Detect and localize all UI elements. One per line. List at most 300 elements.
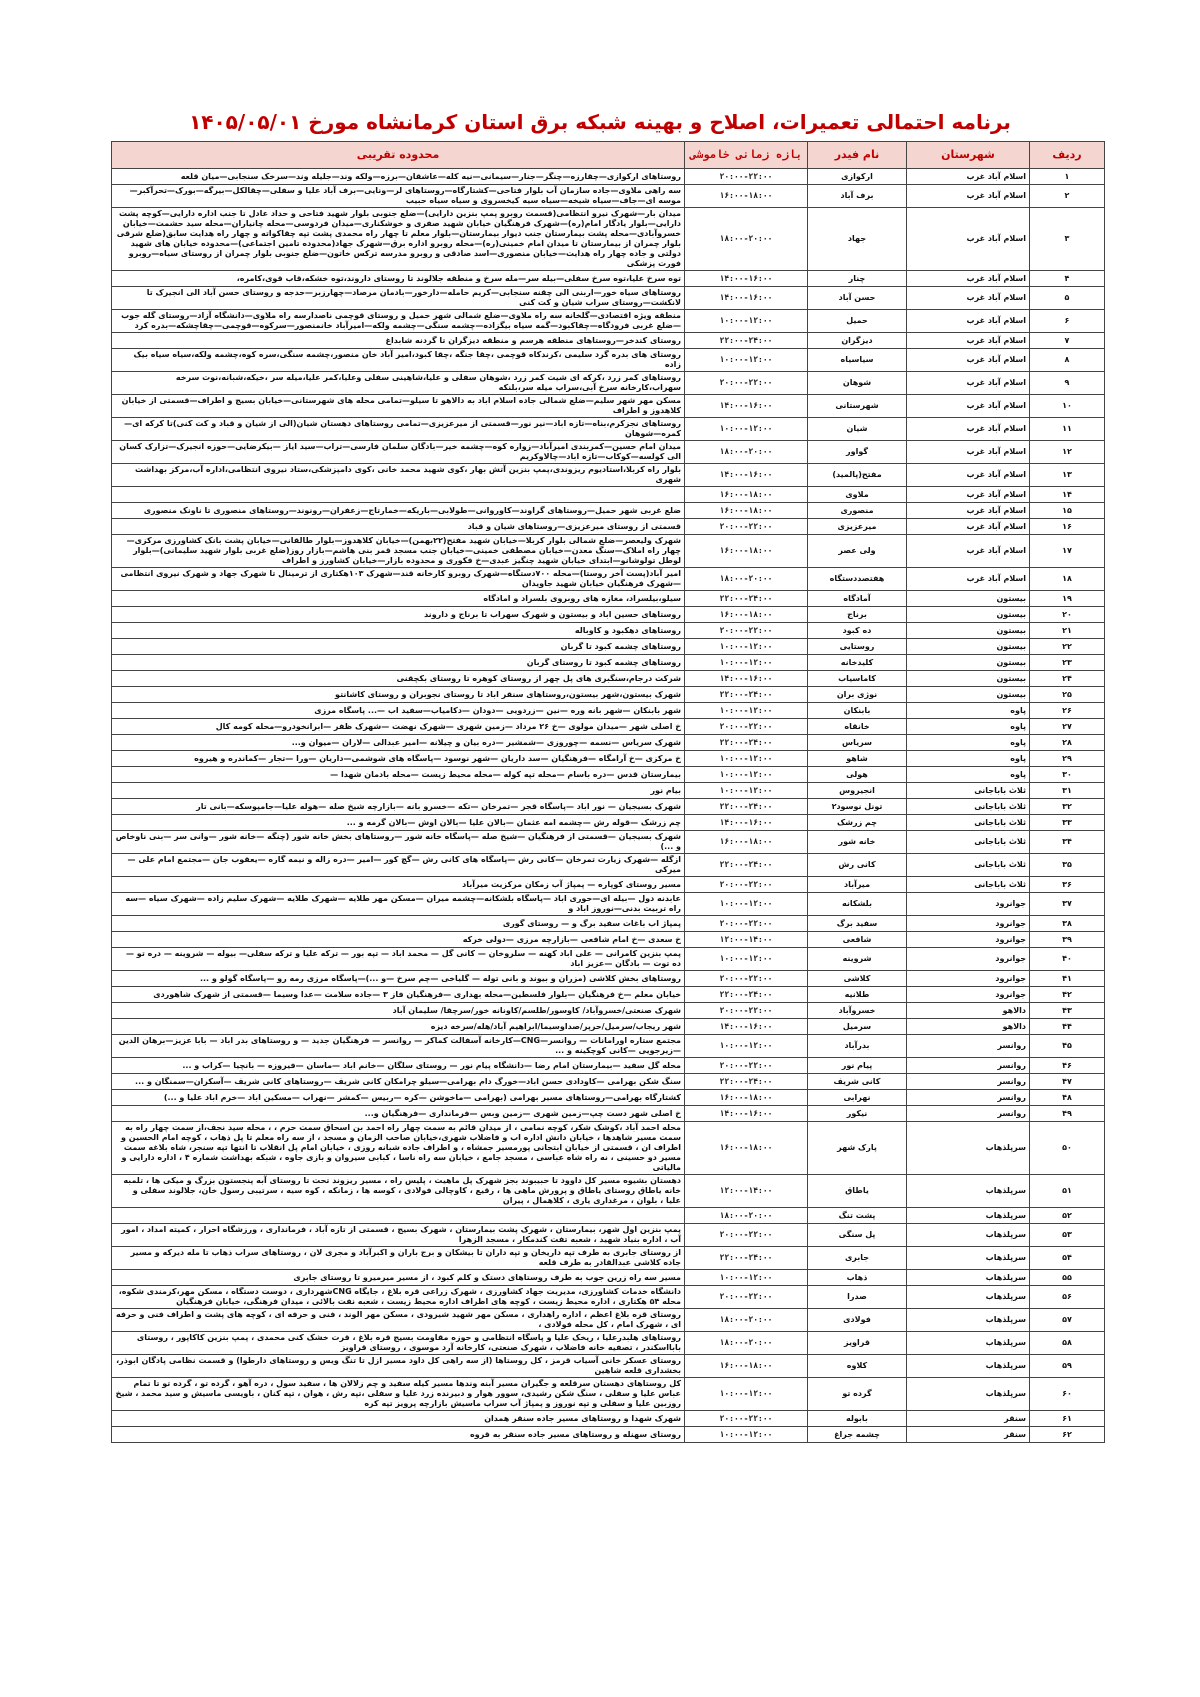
row-number: ۵۴ [1030, 1247, 1105, 1270]
row-area: کشتارگاه بهرامی—روستاهای مسیر بهرامی (بهرامی —ماخوشن —کره —ربیس —کمشر —نهراب —مسکین اباد —خرم اباد علیا و ...) [112, 1090, 685, 1106]
table-row [112, 687, 1105, 703]
table-row [112, 1058, 1105, 1074]
row-time-window: ۲۲:۰۰-۲۴:۰۰ [685, 591, 808, 607]
table-row [112, 719, 1105, 735]
row-area: قسمتی از روستای میرعزیزی—روستاهای شیان و قباد [112, 519, 685, 535]
table-row [112, 735, 1105, 751]
row-time-window: ۱۶:۰۰-۱۸:۰۰ [685, 185, 808, 208]
row-time-window: ۱۰:۰۰-۱۲:۰۰ [685, 703, 808, 719]
row-area: دانشگاه خدمات کشاورزی، مدیریت جهاد کشاورزی ، شهرک زراعی قره بلاغ ، جایگاه CNGشهرداری ، دوست دستگاه ، مسکن مهر،کرمندی شکوه، محله ۵۴ هکتاری ، اداره محیط زیست ، کوچه های اطراف اداره محیط زیست ، شعبه نفت بالائی ، میدان فرهنگی، خیابان فرهنگیان [112, 1286, 685, 1309]
row-area: شرکت درجام،سنگبری های پل چهر از روستای کوهره تا روستای بکچقنی [112, 671, 685, 687]
table-row [112, 1247, 1105, 1270]
row-area: روستای قره بلاغ اعظم ، اداره راهداری ، مسکن مهر شهید شیرودی ، مسکن مهر الوند ، فنی و حرفه ای ، کوچه های پشت و اطراف فنی و حرفه ای ، شهرک امام ، کل محله فولادی ، [112, 1309, 685, 1332]
row-number: ۲۰ [1030, 607, 1105, 623]
row-city: اسلام آباد غرب [907, 185, 1030, 208]
row-city: بیستون [907, 655, 1030, 671]
row-city: جوانرود [907, 987, 1030, 1003]
row-feeder: کانی رش [808, 854, 907, 877]
row-time-window: ۱۴:۰۰-۱۶:۰۰ [685, 671, 808, 687]
row-feeder: برف آباد [808, 185, 907, 208]
table-row [112, 333, 1105, 349]
row-city: سرپلذهاب [907, 1122, 1030, 1175]
row-area: روستای عسکر خانی آسیاب قرمز ، کل روستاها (از سه راهی کل داود مسیر ازل تا تنگ ویس و روستاهای دارطوا) و قسمت نظامی پادگان ابوذر، بخشداری قلعه شاهین [112, 1355, 685, 1378]
row-time-window: ۱۰:۰۰-۱۲:۰۰ [685, 893, 808, 916]
row-time-window: ۱۶:۰۰-۱۸:۰۰ [685, 487, 808, 503]
row-feeder: کلیدخانه [808, 655, 907, 671]
row-feeder: ملاوی [808, 487, 907, 503]
row-area: روستای کندخر—روستاهای منطقه هرسم و منطقه دیزگران تا گردنه شابداغ [112, 333, 685, 349]
row-number: ۱۲ [1030, 441, 1105, 464]
table-row [112, 349, 1105, 372]
row-number: ۶۲ [1030, 1427, 1105, 1443]
row-city: سرپلذهاب [907, 1224, 1030, 1247]
table-row [112, 568, 1105, 591]
row-city: ثلاث باباجانی [907, 831, 1030, 854]
row-feeder: کانی شریف [808, 1074, 907, 1090]
row-area: روستاهای هلبدرعلیا ، ریخک علیا و پاسگاه انتظامی و حوزه مقاومت بسیج قره بلاغ ، قرت خشک کنی محمدی ، پمپ بنزین کاکاپور ، روستای بابااسکندر ، تصفیه خانه فاضلاب ، شهرک صنعتی، کارخانه آرد موسوی ، روستای قراویز [112, 1332, 685, 1355]
row-area: منطقه ویژه اقتصادی—گلخانه سه راه ملاوی—ضلع شمالی شهر حمیل و روستای قوچمی ناصدارسه راه ملاوی—دانشگاه آزاد—روستای گله جوب—ضلع غربی فرودگاه—چقاکبود—گمه سیاه بیگزاده—چشمه سنگی—چشمه ولکه—امیرآباد خانمنصور—سرکوه—قوچمی—چقاچشکه—بدره کرد [112, 310, 685, 333]
row-number: ۴۳ [1030, 1003, 1105, 1019]
row-area: شهر ریجاب/سرمیل/حرپر/صداوسیما/ابراهیم آباد/هله/سرخه دیزه [112, 1019, 685, 1035]
row-area: روستاهای چشمه کبود تا روستای گربان [112, 655, 685, 671]
row-city: سرپلذهاب [907, 1247, 1030, 1270]
row-time-window: ۲۰:۰۰-۲۲:۰۰ [685, 916, 808, 932]
row-city: اسلام آباد غرب [907, 333, 1030, 349]
row-city: پاوه [907, 703, 1030, 719]
row-time-window: ۲۲:۰۰-۲۴:۰۰ [685, 735, 808, 751]
table-row [112, 1074, 1105, 1090]
row-feeder: آمادگاه [808, 591, 907, 607]
table-row [112, 464, 1105, 487]
row-feeder: شاهو [808, 751, 907, 767]
row-feeder: میرآباد [808, 877, 907, 893]
row-feeder: شروینه [808, 948, 907, 971]
table-row [112, 671, 1105, 687]
row-area: محله احمد آباد ،کوشک شکر، کوچه نمامی ، از میدان قائم به سمت چهار راه احمد بن اسحاق سمت حرم ، ، محله سید نجف،از سمت چهار راه به سمت مسیر شاهدها ، خیابان دانش اداره اب و فاضلاب شهری،خیابان صاحب الزمان و مسجد ، از سه راه معلم تا پل ذهاب ، کوچه امام الحسین و اطراف ان ، قسمتی از خیابان ابتجانی پورمسیر جمشاه ، و اطراف جاده شبانه روزی ، خیابان امام پل انقلاب تا انتها تپه سنجر، شاه بلاغه سمت مسیر دو حسینی ، نه راه شاه عباسی ، مسجد جامع ، خیابان سه راه ناسا ، کبابی سیروان و بازی جاوه ، شبکه بهداشت شماره ۴ ، اداره دارایی و مالیاتی [112, 1122, 685, 1175]
row-time-window: ۱۸:۰۰-۲۰:۰۰ [685, 441, 808, 464]
row-feeder: ده کبود [808, 623, 907, 639]
row-city: سرپلذهاب [907, 1270, 1030, 1286]
table-row [112, 751, 1105, 767]
row-area: شهرک صنعتی/خسروآباد/ کاوسور/طلسم/کاونانه خور/سرچقا/ سلیمان آباد [112, 1003, 685, 1019]
row-time-window: ۲۰:۰۰-۲۲:۰۰ [685, 169, 808, 185]
row-city: پاوه [907, 751, 1030, 767]
row-time-window: ۱۸:۰۰-۲۰:۰۰ [685, 1332, 808, 1355]
row-number: ۷ [1030, 333, 1105, 349]
table-row [112, 783, 1105, 799]
table-row [112, 310, 1105, 333]
row-area [112, 1208, 685, 1224]
row-city: روانسر [907, 1074, 1030, 1090]
row-feeder: منصوری [808, 503, 907, 519]
row-number: ۹ [1030, 372, 1105, 395]
row-time-window: ۱۶:۰۰-۱۸:۰۰ [685, 1122, 808, 1175]
row-city: اسلام آباد غرب [907, 503, 1030, 519]
row-number: ۲۷ [1030, 719, 1105, 735]
row-number: ۲ [1030, 185, 1105, 208]
row-city: ثلاث باباجانی [907, 783, 1030, 799]
row-time-window: ۱۴:۰۰-۱۶:۰۰ [685, 1019, 808, 1035]
row-city: اسلام آباد غرب [907, 519, 1030, 535]
header-area: محدوده تقریبی [112, 142, 685, 169]
table-row [112, 169, 1105, 185]
table-row [112, 1355, 1105, 1378]
row-city: سرپلذهاب [907, 1355, 1030, 1378]
row-city: اسلام آباد غرب [907, 464, 1030, 487]
row-feeder: طلانیه [808, 987, 907, 1003]
row-area: دهستان بشیوه مسیر کل داوود تا حبیبوند بجز شهرک پل ماهیت ، پلیس راه ، مسیر ریزوند تحت تا روستای آبه پنجستون بزرگ و میکی ها ، تلمبه خانه یاطاق روستای یاطاق و پرورش ماهی ها ، رقیع ، کاوچالی فولادی ، کوسه ها ، زمانکه ، کوه سیه ، سرتیبی رسول خان، جلالوند سفلی و علیا ، بلوان ، مرغداری یاری ، کلاهمال ، پیران [112, 1175, 685, 1208]
row-time-window: ۱۶:۰۰-۱۸:۰۰ [685, 1090, 808, 1106]
row-time-window: ۱۰:۰۰-۱۲:۰۰ [685, 1378, 808, 1411]
row-feeder: بلشکانه [808, 893, 907, 916]
row-area: ازگله —شهرک زیارت تمرخان —کانی رش —پاسگاه های کانی رش —گچ کور —امیر —دره زاله و نیمه گاره —یعقوب جان —مجتمع امام علی —میرکی [112, 854, 685, 877]
row-city: سرپلذهاب [907, 1332, 1030, 1355]
row-feeder: ذهاب [808, 1270, 907, 1286]
row-city: دالاهو [907, 1019, 1030, 1035]
row-feeder: بابنکان [808, 703, 907, 719]
row-time-window: ۱۸:۰۰-۲۰:۰۰ [685, 1208, 808, 1224]
outage-schedule-table [111, 141, 1105, 1443]
row-number: ۳۳ [1030, 815, 1105, 831]
row-number: ۳۷ [1030, 893, 1105, 916]
row-time-window: ۲۰:۰۰-۲۲:۰۰ [685, 1058, 808, 1074]
row-feeder: چشمه جراغ [808, 1427, 907, 1443]
row-time-window: ۱۶:۰۰-۱۸:۰۰ [685, 535, 808, 568]
table-row [112, 655, 1105, 671]
row-number: ۴۹ [1030, 1106, 1105, 1122]
table-row [112, 932, 1105, 948]
row-number: ۳۶ [1030, 877, 1105, 893]
table-row [112, 1427, 1105, 1443]
row-area: خ مرکزی —خ آرامگاه —فرهنگیان —سد داریان —شهر نوسود —پاسگاه های شوشمی—داریان —ورا —تجار —کماندره و هیروه [112, 751, 685, 767]
table-row [112, 767, 1105, 783]
table-row [112, 799, 1105, 815]
table-row [112, 1106, 1105, 1122]
row-city: اسلام آباد غرب [907, 349, 1030, 372]
row-time-window: ۱۰:۰۰-۱۲:۰۰ [685, 655, 808, 671]
row-feeder: شهرستانی [808, 395, 907, 418]
row-feeder: خانقاه [808, 719, 907, 735]
row-time-window: ۲۰:۰۰-۲۲:۰۰ [685, 971, 808, 987]
row-feeder: هولی [808, 767, 907, 783]
header-row-no: ردیف [1030, 142, 1105, 169]
row-number: ۶۱ [1030, 1411, 1105, 1427]
row-time-window: ۱۲:۰۰-۱۴:۰۰ [685, 1175, 808, 1208]
row-area: روستاهای حسین اباد و بیستون و شهرک سهراب تا برناج و داروند [112, 607, 685, 623]
row-feeder: چنار [808, 271, 907, 287]
row-area: روستای سهنله و روستاهای مسیر جاده سنقر به قروه [112, 1427, 685, 1443]
row-time-window: ۲۲:۰۰-۲۴:۰۰ [685, 1074, 808, 1090]
row-feeder: جهاد [808, 208, 907, 271]
row-number: ۳۸ [1030, 916, 1105, 932]
row-city: جوانرود [907, 893, 1030, 916]
row-city: بیستون [907, 623, 1030, 639]
row-time-window: ۲۰:۰۰-۲۲:۰۰ [685, 623, 808, 639]
table-row [112, 1175, 1105, 1208]
row-feeder: میرعزیزی [808, 519, 907, 535]
row-feeder: تونل نوسود۲ [808, 799, 907, 815]
row-time-window: ۱۰:۰۰-۱۲:۰۰ [685, 783, 808, 799]
row-area: ضلع غربی شهر حمیل—روستاهای گراوند—کاوروانی—طولابی—باریکه—خمارتاج—زعفران—رونوند—روستاهای منصوری تا ناونک منصوری [112, 503, 685, 519]
row-feeder: بابوله [808, 1411, 907, 1427]
row-area: مجتمع ستاره اورامانات — روانسر—CNG—کارخانه آسفالت کماکر — روانسر — فرهنگیان جدید — و روستاهای بدر اباد — بابا عزیز—برهان الدین —زیرجویی —کانی کوچکینه و ... [112, 1035, 685, 1058]
row-feeder: سرمیل [808, 1019, 907, 1035]
row-number: ۱۶ [1030, 519, 1105, 535]
row-city: اسلام آباد غرب [907, 372, 1030, 395]
table-row [112, 418, 1105, 441]
row-feeder: کاماسیاب [808, 671, 907, 687]
row-time-window: ۲۰:۰۰-۲۲:۰۰ [685, 1224, 808, 1247]
row-number: ۵ [1030, 287, 1105, 310]
row-time-window: ۲۰:۰۰-۲۲:۰۰ [685, 1411, 808, 1427]
row-number: ۲۸ [1030, 735, 1105, 751]
row-time-window: ۲۰:۰۰-۲۲:۰۰ [685, 1003, 808, 1019]
row-number: ۱۰ [1030, 395, 1105, 418]
row-city: جوانرود [907, 932, 1030, 948]
row-time-window: ۱۸:۰۰-۲۰:۰۰ [685, 208, 808, 271]
row-time-window: ۱۰:۰۰-۱۲:۰۰ [685, 349, 808, 372]
row-number: ۵۹ [1030, 1355, 1105, 1378]
row-time-window: ۲۲:۰۰-۲۴:۰۰ [685, 1247, 808, 1270]
table-row [112, 877, 1105, 893]
row-area: بیمارستان قدس —دره باسام —محله تپه کوله —محله محیط زیست —محله بادمان شهدا — [112, 767, 685, 783]
table-row [112, 395, 1105, 418]
row-number: ۲۴ [1030, 671, 1105, 687]
row-area: پمپ بنزین کامرانی — علی اباد کهنه — سلروخان — کانی گل — محمد اباد — تپه بور — ترکه علیا و ترکه سفلی— بیوله — شروینه — دره تو — ده توت — بادگان —عزیز اباد [112, 948, 685, 971]
table-row [112, 623, 1105, 639]
row-area: عابدنه دول —بیله ای—حوری اباد —پاسگاه بلشکانه—چشمه میران —مسکن مهر طلایه —شهرک طلایه —شهرک سلیم زاده —شهرک سیاه —سه راه تربیت بدنی—نوروز اباد و [112, 893, 685, 916]
row-city: بیستون [907, 591, 1030, 607]
table-row [112, 271, 1105, 287]
row-city: اسلام آباد غرب [907, 418, 1030, 441]
row-area: از روستای جابری به طرف تپه داریخان و تپه داران تا بیشکان و برج باران و اکبرآباد و مجری لان ، روستاهای سراب ذهاب تا مله دیرکه و مسیر جاده کلاشی عبدالقادر به طرف قلعه [112, 1247, 685, 1270]
row-number: ۵۸ [1030, 1332, 1105, 1355]
row-feeder: مفتح(پالمید) [808, 464, 907, 487]
row-feeder: ارکوازی [808, 169, 907, 185]
row-feeder: صدرا [808, 1286, 907, 1309]
row-feeder: قراویز [808, 1332, 907, 1355]
row-number: ۶ [1030, 310, 1105, 333]
row-area: روستاهای دهکبود و کاوباله [112, 623, 685, 639]
row-time-window: ۱۰:۰۰-۱۲:۰۰ [685, 310, 808, 333]
row-feeder: سریاس [808, 735, 907, 751]
row-time-window: ۱۴:۰۰-۱۶:۰۰ [685, 271, 808, 287]
row-feeder: برناج [808, 607, 907, 623]
row-number: ۳۲ [1030, 799, 1105, 815]
table-row [112, 185, 1105, 208]
row-feeder: کلاوه [808, 1355, 907, 1378]
row-number: ۵۱ [1030, 1175, 1105, 1208]
table-row [112, 208, 1105, 271]
row-number: ۵۵ [1030, 1270, 1105, 1286]
row-area: سه راهی ملاوی—جاده سازمان آب بلوار فتاحی—کشتارگاه—روستاهای لر—ونایی—برف آباد علیا و سفلی—چقالکل—بیرگه—بورک—تحرآکبر—موسه ای—جاف—سیاه شیخه—سیاه سیه کیخسروی و سیاه سیاه حبیب [112, 185, 685, 208]
header-feeder: نام فیدر [808, 142, 907, 169]
row-city: جوانرود [907, 971, 1030, 987]
row-area: توه سرخ علیا،توه سرخ سفلی—بیله سر—مله سرخ و منطقه جلالوند تا روستای داروند،توه خشکه،قاب قوی،کامره، [112, 271, 685, 287]
table-row [112, 971, 1105, 987]
row-city: ثلاث باباجانی [907, 854, 1030, 877]
table-row [112, 535, 1105, 568]
row-area: روستای های بدره گرد سلیمی ،کرندکاه قوچمی ،چقا جنگه ،چقا کبود،امیر آباد خان منصور،چشمه سنگی،سره کوه،چشمه ولکه،سیاه سیاه بیک زاده [112, 349, 685, 372]
table-row [112, 1224, 1105, 1247]
row-city: سرپلذهاب [907, 1378, 1030, 1411]
row-number: ۳۵ [1030, 854, 1105, 877]
row-feeder: کلاشی [808, 971, 907, 987]
row-time-window: ۲۲:۰۰-۲۴:۰۰ [685, 987, 808, 1003]
table-row [112, 607, 1105, 623]
row-number: ۱۳ [1030, 464, 1105, 487]
row-number: ۱۵ [1030, 503, 1105, 519]
row-city: روانسر [907, 1090, 1030, 1106]
row-area: شهرک ولیعصر—ضلع شمالی بلوار کربلا—خیابان شهید مفتح(۲۲بهمن)—خیابان کلاهدوز—بلوار طالقانی—خیابان پشت بانک کشاورزی مرکزی—چهار راه املاک—سنگ معدن—خیابان مصطفی خمینی—خیابان جنب مسجد قمر بنی هاشم—بازار روز(ضلع غربی بلوار شهید سلیمانی)—بلوار لوطل تولوشانو—ابتدای خیابان شهید چنگیز عبدی—خ فکوری و محدوده بازار—خیابان کشاورز و اطراف [112, 535, 685, 568]
row-city: اسلام آباد غرب [907, 487, 1030, 503]
row-time-window: ۱۰:۰۰-۱۲:۰۰ [685, 1035, 808, 1058]
table-row [112, 1090, 1105, 1106]
row-city: سرپلذهاب [907, 1208, 1030, 1224]
row-area: روستاهای سیاه خور—اربنی الی چقنه سنجابی—کریم حامله—دارخور—بادمان مرصاد—چهارزبر—حدجه و روستای حسن آباد الی انجیرک تا لانکشت—روستای سراب شیان و کت کنی [112, 287, 685, 310]
row-time-window: ۲۲:۰۰-۲۴:۰۰ [685, 687, 808, 703]
row-feeder: پیام نور [808, 1058, 907, 1074]
row-feeder: ولی عصر [808, 535, 907, 568]
row-number: ۴۰ [1030, 948, 1105, 971]
row-number: ۴۸ [1030, 1090, 1105, 1106]
row-city: اسلام آباد غرب [907, 271, 1030, 287]
row-feeder: حمیل [808, 310, 907, 333]
row-city: سرپلذهاب [907, 1286, 1030, 1309]
row-feeder: نهرابی [808, 1090, 907, 1106]
row-number: ۱۹ [1030, 591, 1105, 607]
row-feeder: هفتصددستگاه [808, 568, 907, 591]
row-time-window: ۱۴:۰۰-۱۶:۰۰ [685, 1106, 808, 1122]
row-city: بیستون [907, 639, 1030, 655]
row-feeder: روستایی [808, 639, 907, 655]
row-number: ۴۲ [1030, 987, 1105, 1003]
row-feeder: یاطاق [808, 1175, 907, 1208]
row-feeder: شافعی [808, 932, 907, 948]
row-city: سرپلذهاب [907, 1309, 1030, 1332]
row-area: پمپاژ اب باغات سفید برگ و — روستای گوری [112, 916, 685, 932]
table-row [112, 441, 1105, 464]
row-number: ۲۵ [1030, 687, 1105, 703]
row-number: ۱۸ [1030, 568, 1105, 591]
row-feeder: نوژی بران [808, 687, 907, 703]
row-city: اسلام آباد غرب [907, 568, 1030, 591]
table-header-row [112, 142, 1105, 169]
table-row [112, 1332, 1105, 1355]
table-row [112, 916, 1105, 932]
row-time-window: ۱۰:۰۰-۱۲:۰۰ [685, 639, 808, 655]
table-row [112, 591, 1105, 607]
row-number: ۴۵ [1030, 1035, 1105, 1058]
table-row [112, 1411, 1105, 1427]
row-city: بیستون [907, 671, 1030, 687]
row-area: روستاهای نجزکرم،بناه—تازه اباد—نیر نور—قسمتی از میرعزیزی—تمامی روستاهای دهستان شیان(الی از شیان و قباد و کت کنی)تا کرکه ای—کمره—شوهان [112, 418, 685, 441]
row-number: ۲۱ [1030, 623, 1105, 639]
row-number: ۲۶ [1030, 703, 1105, 719]
document-title: برنامه احتمالی تعمیرات، اصلاح و بهینه شبکه برق استان کرمانشاه مورخ ۱۴۰۵/۰۵/۰۱ [189, 110, 1011, 134]
row-time-window: ۲۰:۰۰-۲۲:۰۰ [685, 372, 808, 395]
row-number: ۴ [1030, 271, 1105, 287]
table-row [112, 854, 1105, 877]
row-feeder: حسن آباد [808, 287, 907, 310]
row-area: روستاهای چشمه کبود تا گربان [112, 639, 685, 655]
table-row [112, 831, 1105, 854]
row-area: مسکن مهر شهر سلیم—ضلع شمالی جاده اسلام اباد به دالاهو تا سیلو—تمامی محله های شهرستانی—خیابان بسیج و اطراف—قسمتی از خیابان کلاهدوز و اطراف [112, 395, 685, 418]
row-number: ۸ [1030, 349, 1105, 372]
row-number: ۳ [1030, 208, 1105, 271]
row-city: بیستون [907, 687, 1030, 703]
row-feeder: پل سنگی [808, 1224, 907, 1247]
row-number: ۵۳ [1030, 1224, 1105, 1247]
row-time-window: ۲۲:۰۰-۲۴:۰۰ [685, 799, 808, 815]
table-row [112, 1019, 1105, 1035]
row-time-window: ۱۴:۰۰-۱۶:۰۰ [685, 464, 808, 487]
row-feeder: دیزگران [808, 333, 907, 349]
row-city: ثلاث باباجانی [907, 815, 1030, 831]
row-area: مسیر سه راه زرین جوب به طرف روستاهای دستک و کلم کبود ، از مسیر میرمیرو تا روستای جابری [112, 1270, 685, 1286]
row-city: روانسر [907, 1106, 1030, 1122]
header-time: بازه زمانی خاموشی [685, 142, 808, 169]
row-time-window: ۱۰:۰۰-۱۲:۰۰ [685, 1427, 808, 1443]
row-area: میدان امام حسین—کمربندی امیرآباد—زواره کوه—چشمه خیر—بادگان سلمان فارسی—تراب—سید ایاز —بیکرضایی—حوزه انجیرک—تزارک کسان الی کولسه—کوکاب—تازه اباد—چالاوکریم [112, 441, 685, 464]
row-time-window: ۱۸:۰۰-۲۰:۰۰ [685, 568, 808, 591]
row-feeder: شیان [808, 418, 907, 441]
row-feeder: گرده تو [808, 1378, 907, 1411]
row-number: ۵۰ [1030, 1122, 1105, 1175]
row-area: محله گل سفید —بیمارستان امام رضا —دانشگاه پیام نور — روستای سلگان —خانم اباد —ماسان —فیروزه — بانچیا —کراب و ... [112, 1058, 685, 1074]
row-area: کل روستاهای دهستان سرقلعه و جگیران مسیر آبنه وندها مسیر کیله سفید و چم زلالان ها ، سفید سول ، دره آهو ، گرده تو ، گرده تو تا تمام عباس علیا و سفلی ، سنگ شکن رشیدی، سوور هوار و دبیرنده زرد علیا و سفلی ،تپه رش ، هوان ، تپه کنان ، باویسی ماسیش و سید محمد ، شیخ روزبین علیا و سفلی و تپه نوروز و پمپاژ آب سراب ماسیش بازارچه پرویز تپه کره [112, 1378, 685, 1411]
table-row [112, 1378, 1105, 1411]
row-feeder: نیکور [808, 1106, 907, 1122]
row-area: مسیر روستای کوپاره — پمپاژ آب زمکان مرکزیت میرآباد [112, 877, 685, 893]
row-number: ۳۱ [1030, 783, 1105, 799]
row-time-window: ۲۰:۰۰-۲۲:۰۰ [685, 1286, 808, 1309]
row-area: بلوار راه کربلا،استادیوم ریزوندی،پمپ بنزین آتش بهار ،کوی شهید محمد خانی ،کوی دامپزشکی،ستاد نیروی انتظامی،اداره آب،مرکز بهداشت شهری [112, 464, 685, 487]
table-row [112, 503, 1105, 519]
row-city: جوانرود [907, 948, 1030, 971]
row-area: سیلو،بیلسراد، مغازه های روبروی بلسراد و امادگاه [112, 591, 685, 607]
table-row [112, 1286, 1105, 1309]
row-area: میدان بار—شهرک نیرو انتظامی(قسمت روبرو پمپ بنزین دارایی)—ضلع جنوبی بلوار شهید فتاحی و حداد عادل تا جنب اداره دارایی—کوچه پشت دارایی—بلوار یادگار امام(ره)—شهرک فرهنگیان خیابان شهید صفری و خوشکناری—میدان فردوسی—محله چانیاران—محله سید حشمت—خیابان خسروآبادی—محله پشت بیمارستان جنب دیوار بیمارستان—بلوار معلم تا چهار راه محمدی پشت تپه چقاکواته و چهار راه هدایت سابق(ضلع شرقی بلوار چمران از بیمارستان تا میدان امام خمینی(ره)—محله روبرو اداره برق—شهرک جهاد(محدوده تامین اجتماعی)—محدوده خیابان های شهید دولتی و جاده چهار راه هدایت—خیابان منصوری—اسد صادقی و روبرو مدرسه ترکس خاتون—ضلع جنوبی بلوار چمران از روستای سیاه—روبرو فورت پزشکی [112, 208, 685, 271]
row-area: خیابان معلم —خ فرهنگیان —بلوار فلسطین—محله بهداری —فرهنگیان فاز ۳ —جاده سلامت —عدا وسیما —قسمتی از شهرک شاهوردی [112, 987, 685, 1003]
row-time-window: ۱۶:۰۰-۱۸:۰۰ [685, 503, 808, 519]
row-city: اسلام آباد غرب [907, 310, 1030, 333]
table-row [112, 1208, 1105, 1224]
row-number: ۱۷ [1030, 535, 1105, 568]
row-time-window: ۱۴:۰۰-۱۶:۰۰ [685, 287, 808, 310]
table-row [112, 1003, 1105, 1019]
row-time-window: ۱۶:۰۰-۱۸:۰۰ [685, 831, 808, 854]
row-city: اسلام آباد غرب [907, 535, 1030, 568]
row-area: خ سعدی —خ امام شافعی —بازارچه مرزی —دولی خرکه [112, 932, 685, 948]
header-city: شهرستان [907, 142, 1030, 169]
row-area: خ اصلی شهر —میدان مولوی —خ ۲۶ مرداد —زمین شهری —شهرک نهضت —شهرک ظفر —ابرانخودرو—محله کومه کال [112, 719, 685, 735]
row-time-window: ۱۴:۰۰-۱۶:۰۰ [685, 395, 808, 418]
row-number: ۳۴ [1030, 831, 1105, 854]
row-city: سنقر [907, 1411, 1030, 1427]
row-time-window: ۱۰:۰۰-۱۲:۰۰ [685, 751, 808, 767]
row-city: روانسر [907, 1035, 1030, 1058]
table-row [112, 893, 1105, 916]
row-time-window: ۲۰:۰۰-۲۲:۰۰ [685, 877, 808, 893]
row-area: پمپ بنزین اول شهر، بیمارستان ، شهرک پشت بیمارستان ، شهرک بسیج ، قسمتی از تازه آباد ، فرمانداری ، ورزشگاه احرار ، کمیته امداد ، امور آب ، اداره بنیاد شهید ، شعبه تفت کندمکار ، مسجد الزهرا [112, 1224, 685, 1247]
row-area: شهر بابنکان —شهر بانه وره —نین —زردویی —دودان —دکامیاب—سفید اب —... پاسگاه مرزی [112, 703, 685, 719]
row-number: ۲۹ [1030, 751, 1105, 767]
row-feeder: خسروآباد [808, 1003, 907, 1019]
row-feeder: گواور [808, 441, 907, 464]
row-feeder: سفید برگ [808, 916, 907, 932]
table-row [112, 287, 1105, 310]
